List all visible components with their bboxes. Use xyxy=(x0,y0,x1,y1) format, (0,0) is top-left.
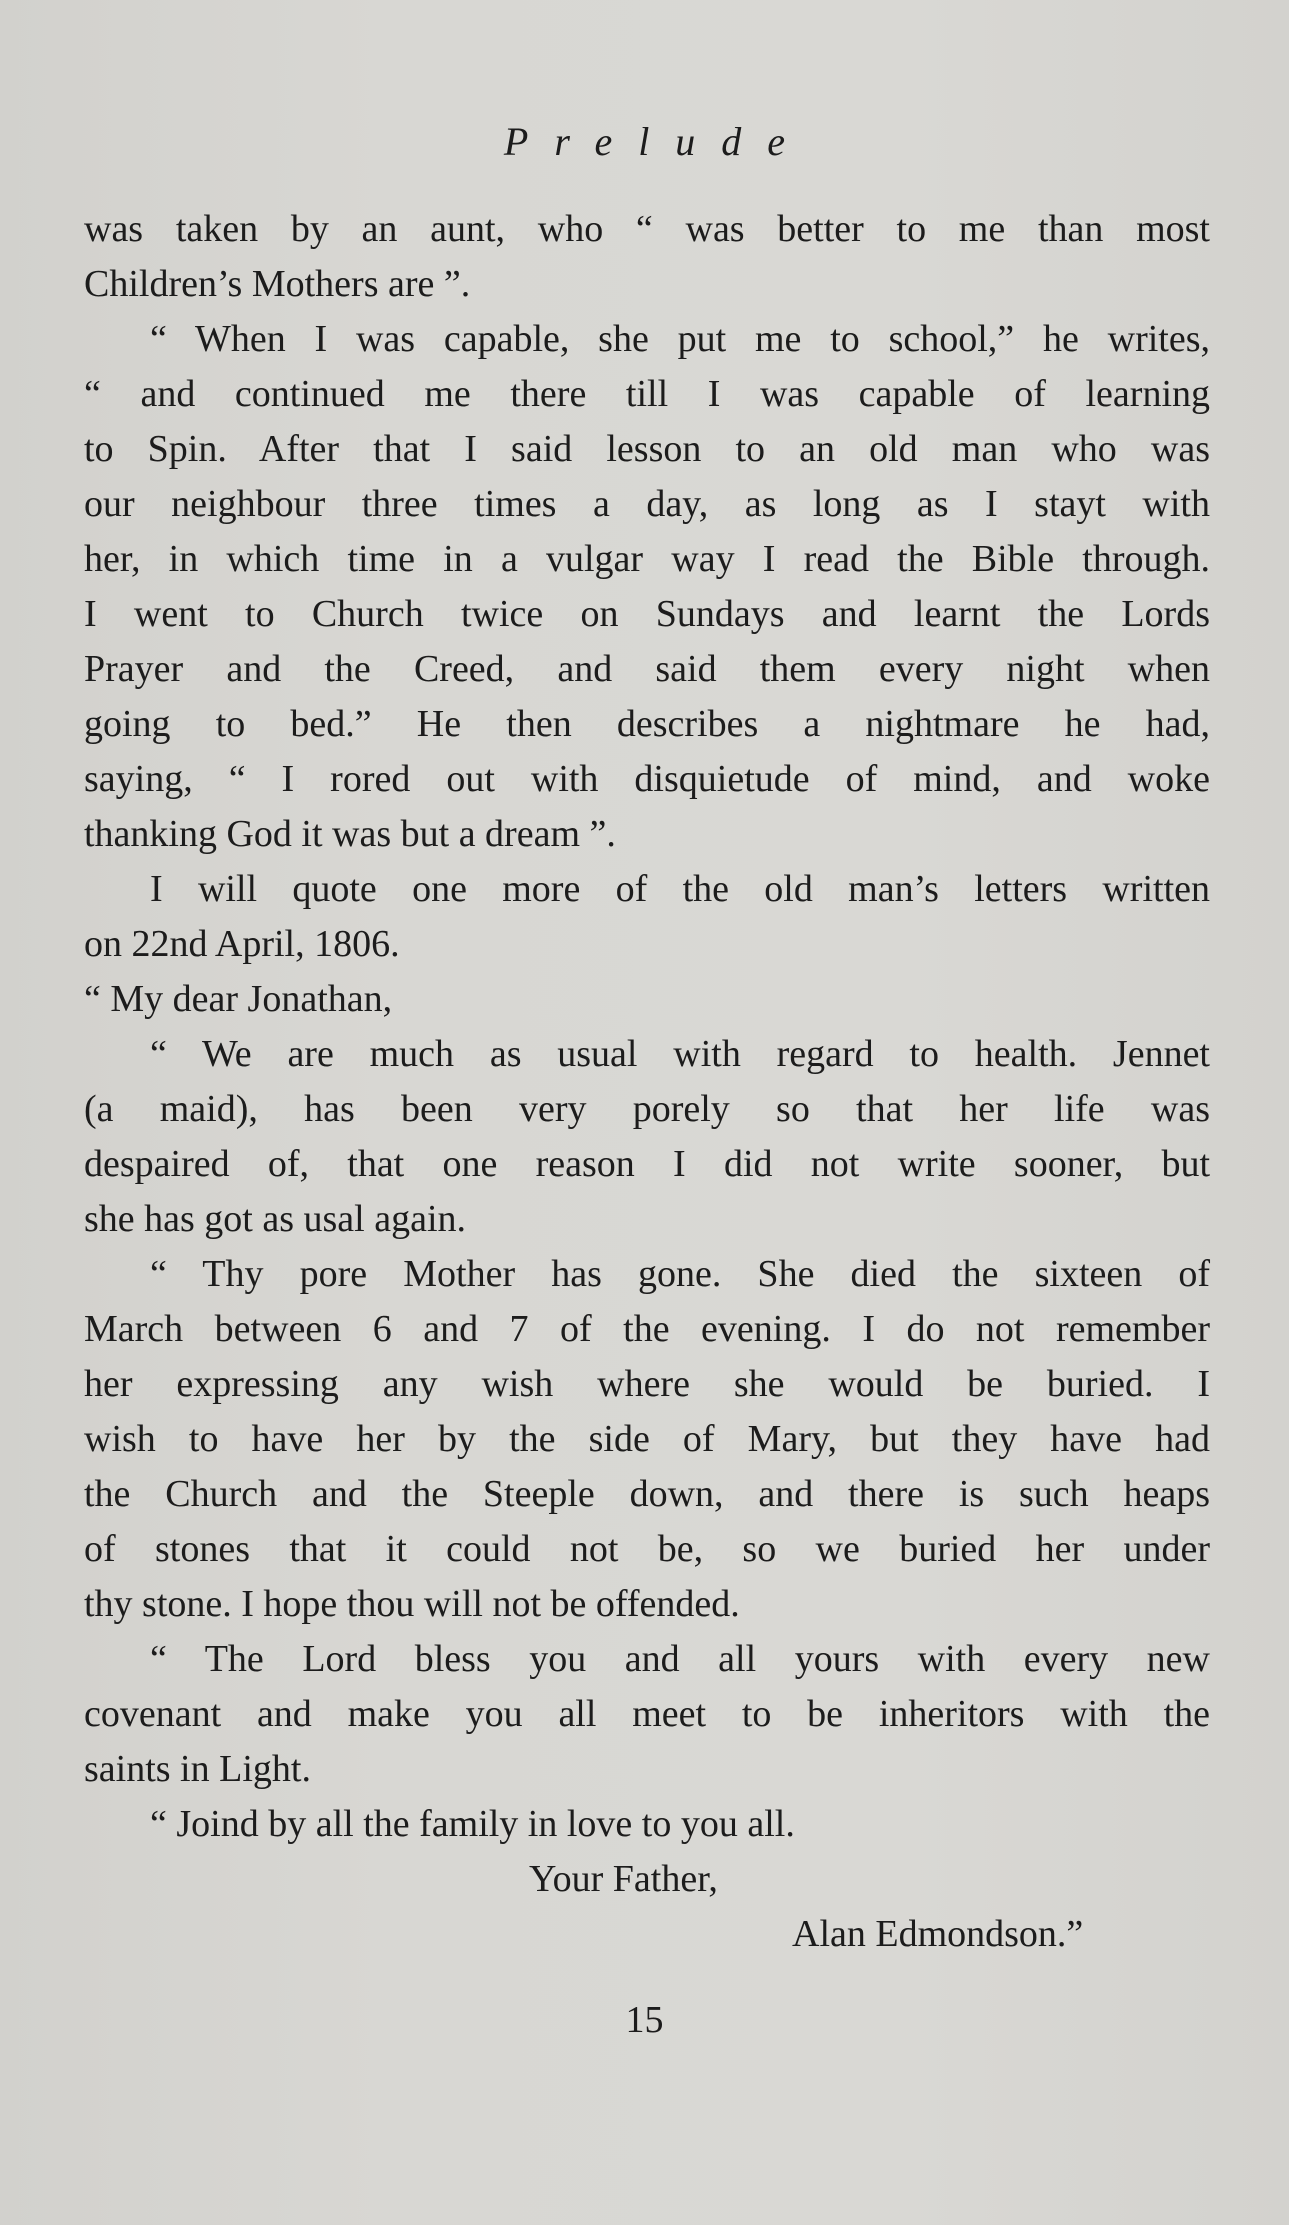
text-line: “ The Lord bless you and all yours with every new xyxy=(150,1638,1210,1680)
text-line: her, in which time in a vulgar way I read the Bible through. xyxy=(84,538,1210,580)
text-line: to Spin. After that I said lesson to an old man who was xyxy=(84,428,1210,470)
text-line: was taken by an aunt, who “ was better to me than most xyxy=(84,208,1210,250)
text-line: despaired of, that one reason I did not write sooner, but xyxy=(84,1143,1210,1185)
text-line: “ When I was capable, she put me to school,” he writes, xyxy=(150,318,1210,360)
text-line: thanking God it was but a dream ”. xyxy=(84,813,616,855)
text-line: of stones that it could not be, so we buried her under xyxy=(84,1528,1210,1570)
letter-closing-salutation: Your Father, xyxy=(529,1858,718,1900)
text-line: Prayer and the Creed, and said them every night when xyxy=(84,648,1210,690)
text-line: covenant and make you all meet to be inheritors with the xyxy=(84,1693,1210,1735)
text-line: “ and continued me there till I was capable of learning xyxy=(84,373,1210,415)
text-line: “ Joind by all the family in love to you all. xyxy=(150,1803,795,1845)
text-line: saints in Light. xyxy=(84,1748,311,1790)
text-line: our neighbour three times a day, as long as I stayt with xyxy=(84,483,1210,525)
text-line: (a maid), has been very porely so that her life was xyxy=(84,1088,1210,1130)
text-line: “ We are much as usual with regard to health. Jennet xyxy=(150,1033,1210,1075)
page-number: 15 xyxy=(625,1999,664,2041)
text-line: going to bed.” He then describes a nightmare he had, xyxy=(84,703,1210,745)
text-line: “ My dear Jonathan, xyxy=(84,978,393,1020)
letter-signature: Alan Edmondson.” xyxy=(792,1913,1084,1955)
text-line: “ Thy pore Mother has gone. She died the sixteen of xyxy=(150,1253,1210,1295)
text-line: the Church and the Steeple down, and there is such heaps xyxy=(84,1473,1210,1515)
text-line: I will quote one more of the old man’s letters written xyxy=(150,868,1210,910)
text-lines xyxy=(84,202,1210,1852)
text-line: wish to have her by the side of Mary, but they have had xyxy=(84,1418,1210,1460)
running-head: Prelude xyxy=(503,119,812,164)
text-line: her expressing any wish where she would be buried. I xyxy=(84,1363,1210,1405)
text-line: she has got as usal again. xyxy=(84,1198,467,1240)
text-line: thy stone. I hope thou will not be offended. xyxy=(84,1583,740,1625)
text-line: on 22nd April, 1806. xyxy=(84,923,400,965)
text-line: I went to Church twice on Sundays and learnt the Lords xyxy=(84,593,1210,635)
text-line: saying, “ I rored out with disquietude of mind, and woke xyxy=(84,758,1210,800)
text-line: March between 6 and 7 of the evening. I do not remember xyxy=(84,1308,1210,1350)
text-line: Children’s Mothers are ”. xyxy=(84,263,471,305)
body-text xyxy=(84,202,1210,1962)
